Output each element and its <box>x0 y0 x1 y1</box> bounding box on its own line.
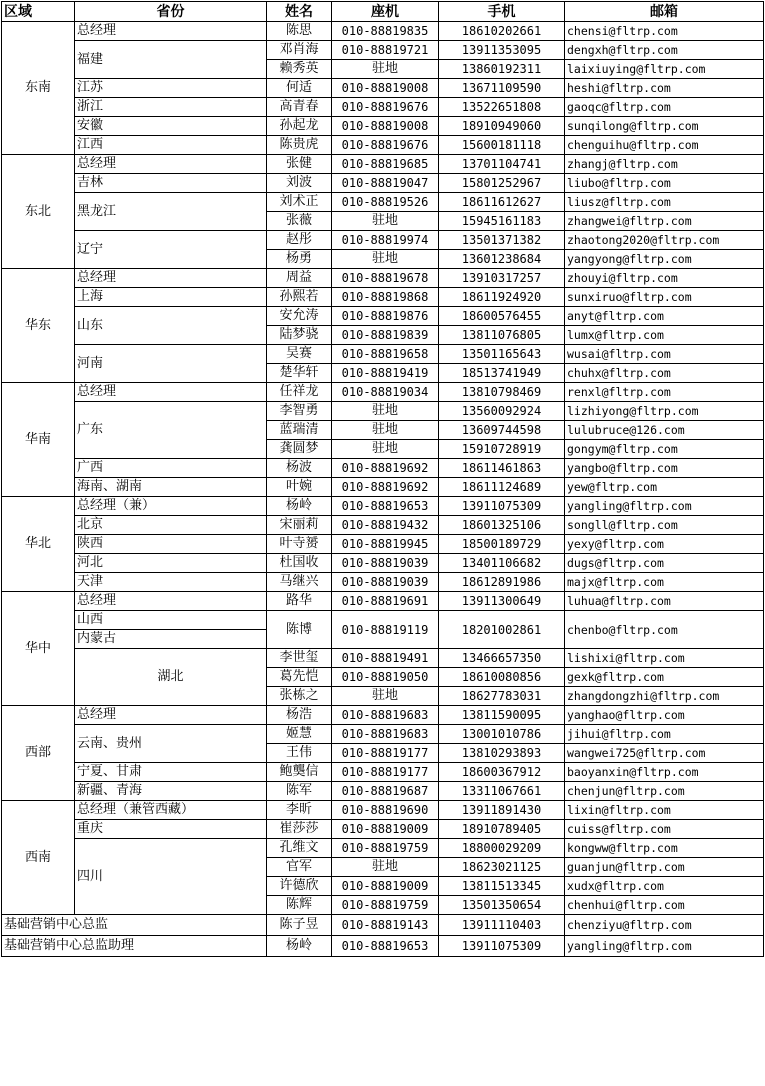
email-cell[interactable]: lulubruce@126.com <box>565 421 764 440</box>
landline-cell: 010-88819690 <box>332 801 439 820</box>
province-cell: 黑龙江 <box>75 193 267 231</box>
landline-cell: 010-88819839 <box>332 326 439 345</box>
email-cell[interactable]: dengxh@fltrp.com <box>565 41 764 60</box>
table-row <box>2 22 764 41</box>
email-cell[interactable]: jihui@fltrp.com <box>565 725 764 744</box>
landline-cell: 010-88819974 <box>332 231 439 250</box>
name-cell: 赵彤 <box>267 231 332 250</box>
landline-cell: 010-88819721 <box>332 41 439 60</box>
landline-cell: 010-88819047 <box>332 174 439 193</box>
mobile-cell: 18910789405 <box>439 820 565 839</box>
name-cell: 陈博 <box>267 611 332 649</box>
email-cell[interactable]: zhouyi@fltrp.com <box>565 269 764 288</box>
name-cell: 孙起龙 <box>267 117 332 136</box>
mobile-cell: 13401106682 <box>439 554 565 573</box>
mobile-cell: 15801252967 <box>439 174 565 193</box>
landline-cell: 010-88819692 <box>332 478 439 497</box>
landline-cell: 010-88819491 <box>332 649 439 668</box>
mobile-cell: 18910949060 <box>439 117 565 136</box>
email-cell[interactable]: zhangdongzhi@fltrp.com <box>565 687 764 706</box>
email-cell[interactable]: chuhx@fltrp.com <box>565 364 764 383</box>
email-cell[interactable]: gaoqc@fltrp.com <box>565 98 764 117</box>
name-cell: 孔维文 <box>267 839 332 858</box>
header-row <box>2 2 764 22</box>
email-cell[interactable]: lumx@fltrp.com <box>565 326 764 345</box>
table-row <box>2 307 764 326</box>
province-cell: 总经理 <box>75 22 267 41</box>
mobile-cell: 13560092924 <box>439 402 565 421</box>
name-cell: 邓肖海 <box>267 41 332 60</box>
name-cell: 路华 <box>267 592 332 611</box>
title-cell: 基础营销中心总监 <box>2 915 267 936</box>
province-header: 省份 <box>75 2 267 22</box>
name-cell: 马继兴 <box>267 573 332 592</box>
email-header: 邮箱 <box>565 2 764 22</box>
mobile-cell: 13601238684 <box>439 250 565 269</box>
name-cell: 刘术正 <box>267 193 332 212</box>
province-cell: 安徽 <box>75 117 267 136</box>
landline-cell: 驻地 <box>332 687 439 706</box>
table-row <box>2 497 764 516</box>
mobile-header: 手机 <box>439 2 565 22</box>
province-cell: 云南、贵州 <box>75 725 267 763</box>
province-cell: 天津 <box>75 573 267 592</box>
mobile-cell: 13911075309 <box>439 936 565 957</box>
table-row <box>2 269 764 288</box>
email-cell[interactable]: luhua@fltrp.com <box>565 592 764 611</box>
table-row <box>2 345 764 364</box>
landline-cell: 010-88819034 <box>332 383 439 402</box>
table-row <box>2 725 764 744</box>
mobile-cell: 13466657350 <box>439 649 565 668</box>
province-cell: 山西 <box>75 611 267 630</box>
email-cell[interactable]: heshi@fltrp.com <box>565 79 764 98</box>
mobile-cell: 18627783031 <box>439 687 565 706</box>
mobile-cell: 13311067661 <box>439 782 565 801</box>
email-cell[interactable]: liusz@fltrp.com <box>565 193 764 212</box>
landline-cell: 010-88819759 <box>332 839 439 858</box>
table-row <box>2 193 764 212</box>
email-cell[interactable]: zhangj@fltrp.com <box>565 155 764 174</box>
province-cell: 福建 <box>75 41 267 79</box>
table-row <box>2 554 764 573</box>
mobile-cell: 18610080856 <box>439 668 565 687</box>
landline-cell: 010-88819676 <box>332 98 439 117</box>
mobile-cell: 13001010786 <box>439 725 565 744</box>
email-cell[interactable]: yew@fltrp.com <box>565 478 764 497</box>
mobile-cell: 18612891986 <box>439 573 565 592</box>
email-cell[interactable]: yangling@fltrp.com <box>565 497 764 516</box>
name-cell: 孙熙若 <box>267 288 332 307</box>
name-cell: 杨波 <box>267 459 332 478</box>
landline-cell: 010-88819658 <box>332 345 439 364</box>
mobile-cell: 18600576455 <box>439 307 565 326</box>
email-cell[interactable]: yangyong@fltrp.com <box>565 250 764 269</box>
landline-header: 座机 <box>332 2 439 22</box>
province-cell: 江苏 <box>75 79 267 98</box>
name-header: 姓名 <box>267 2 332 22</box>
landline-cell: 010-88819687 <box>332 782 439 801</box>
name-cell: 陈子昱 <box>267 915 332 936</box>
landline-cell: 010-88819691 <box>332 592 439 611</box>
mobile-cell: 13911110403 <box>439 915 565 936</box>
province-cell: 总经理（兼） <box>75 497 267 516</box>
landline-cell: 010-88819119 <box>332 611 439 649</box>
mobile-cell: 18201002861 <box>439 611 565 649</box>
landline-cell: 驻地 <box>332 440 439 459</box>
province-cell: 四川 <box>75 839 267 915</box>
email-cell[interactable]: majx@fltrp.com <box>565 573 764 592</box>
name-cell: 杨浩 <box>267 706 332 725</box>
email-cell[interactable]: yangling@fltrp.com <box>565 936 764 957</box>
landline-cell: 驻地 <box>332 402 439 421</box>
province-cell: 吉林 <box>75 174 267 193</box>
landline-cell: 010-88819678 <box>332 269 439 288</box>
name-cell: 张健 <box>267 155 332 174</box>
name-cell: 姬慧 <box>267 725 332 744</box>
landline-cell: 010-88819143 <box>332 915 439 936</box>
landline-cell: 010-88819692 <box>332 459 439 478</box>
landline-cell: 驻地 <box>332 60 439 79</box>
email-cell[interactable]: kongww@fltrp.com <box>565 839 764 858</box>
mobile-cell: 13910317257 <box>439 269 565 288</box>
mobile-cell: 13811076805 <box>439 326 565 345</box>
name-cell: 宋丽莉 <box>267 516 332 535</box>
mobile-cell: 13609744598 <box>439 421 565 440</box>
email-cell[interactable]: chenbo@fltrp.com <box>565 611 764 649</box>
table-row <box>2 459 764 478</box>
email-cell[interactable]: zhangwei@fltrp.com <box>565 212 764 231</box>
email-cell[interactable]: lixin@fltrp.com <box>565 801 764 820</box>
table-row <box>2 41 764 60</box>
landline-cell: 010-88819685 <box>332 155 439 174</box>
name-cell: 安允涛 <box>267 307 332 326</box>
mobile-cell: 13501350654 <box>439 896 565 915</box>
name-cell: 吴赛 <box>267 345 332 364</box>
table-row <box>2 936 764 957</box>
name-cell: 何适 <box>267 79 332 98</box>
province-cell: 广西 <box>75 459 267 478</box>
name-cell: 杨勇 <box>267 250 332 269</box>
landline-cell: 驻地 <box>332 858 439 877</box>
landline-cell: 010-88819868 <box>332 288 439 307</box>
name-cell: 许德欣 <box>267 877 332 896</box>
province-cell: 海南、湖南 <box>75 478 267 497</box>
province-cell: 江西 <box>75 136 267 155</box>
name-cell: 王伟 <box>267 744 332 763</box>
province-cell: 内蒙古 <box>75 630 267 649</box>
email-cell[interactable]: guanjun@fltrp.com <box>565 858 764 877</box>
province-cell: 河北 <box>75 554 267 573</box>
landline-cell: 驻地 <box>332 212 439 231</box>
table-row <box>2 288 764 307</box>
province-cell: 新疆、青海 <box>75 782 267 801</box>
name-cell: 杨岭 <box>267 497 332 516</box>
mobile-cell: 18601325106 <box>439 516 565 535</box>
landline-cell: 010-88819008 <box>332 117 439 136</box>
email-cell[interactable]: anyt@fltrp.com <box>565 307 764 326</box>
landline-cell: 010-88819177 <box>332 763 439 782</box>
email-cell[interactable]: zhaotong2020@fltrp.com <box>565 231 764 250</box>
mobile-cell: 15945161183 <box>439 212 565 231</box>
table-row <box>2 79 764 98</box>
province-cell: 湖北 <box>75 649 267 706</box>
mobile-cell: 13810798469 <box>439 383 565 402</box>
mobile-cell: 13811590095 <box>439 706 565 725</box>
email-cell[interactable]: yangbo@fltrp.com <box>565 459 764 478</box>
province-cell: 陕西 <box>75 535 267 554</box>
province-cell: 浙江 <box>75 98 267 117</box>
province-cell: 上海 <box>75 288 267 307</box>
mobile-cell: 18611612627 <box>439 193 565 212</box>
mobile-cell: 13810293893 <box>439 744 565 763</box>
email-cell[interactable]: xudx@fltrp.com <box>565 877 764 896</box>
region-cell: 华中 <box>2 592 75 706</box>
email-cell[interactable]: yexy@fltrp.com <box>565 535 764 554</box>
table-row <box>2 763 764 782</box>
email-cell[interactable]: renxl@fltrp.com <box>565 383 764 402</box>
mobile-cell: 13911353095 <box>439 41 565 60</box>
email-cell[interactable]: sunxiruo@fltrp.com <box>565 288 764 307</box>
table-row <box>2 782 764 801</box>
name-cell: 陆梦骁 <box>267 326 332 345</box>
name-cell: 崔莎莎 <box>267 820 332 839</box>
name-cell: 楚华轩 <box>267 364 332 383</box>
mobile-cell: 13701104741 <box>439 155 565 174</box>
email-cell[interactable]: yanghao@fltrp.com <box>565 706 764 725</box>
email-cell[interactable]: sunqilong@fltrp.com <box>565 117 764 136</box>
email-cell[interactable]: chenguihu@fltrp.com <box>565 136 764 155</box>
mobile-cell: 18610202661 <box>439 22 565 41</box>
mobile-cell: 13811513345 <box>439 877 565 896</box>
province-cell: 总经理 <box>75 269 267 288</box>
name-cell: 龚圆梦 <box>267 440 332 459</box>
name-cell: 杜国收 <box>267 554 332 573</box>
region-cell: 西南 <box>2 801 75 915</box>
landline-cell: 010-88819177 <box>332 744 439 763</box>
landline-cell: 010-88819945 <box>332 535 439 554</box>
mobile-cell: 13911300649 <box>439 592 565 611</box>
province-cell: 辽宁 <box>75 231 267 269</box>
name-cell: 叶寺赟 <box>267 535 332 554</box>
province-cell: 宁夏、甘肃 <box>75 763 267 782</box>
landline-cell: 010-88819759 <box>332 896 439 915</box>
name-cell: 张栋之 <box>267 687 332 706</box>
table-row <box>2 706 764 725</box>
name-cell: 杨岭 <box>267 936 332 957</box>
province-cell: 总经理 <box>75 706 267 725</box>
email-cell[interactable]: dugs@fltrp.com <box>565 554 764 573</box>
province-cell: 北京 <box>75 516 267 535</box>
table-row <box>2 383 764 402</box>
name-cell: 任祥龙 <box>267 383 332 402</box>
region-cell: 华南 <box>2 383 75 497</box>
table-row <box>2 174 764 193</box>
mobile-cell: 18500189729 <box>439 535 565 554</box>
name-cell: 李智勇 <box>267 402 332 421</box>
province-cell: 重庆 <box>75 820 267 839</box>
email-cell[interactable]: chenziyu@fltrp.com <box>565 915 764 936</box>
table-row <box>2 516 764 535</box>
name-cell: 陈军 <box>267 782 332 801</box>
email-cell[interactable]: chensi@fltrp.com <box>565 22 764 41</box>
name-cell: 蓝瑞清 <box>267 421 332 440</box>
landline-cell: 010-88819653 <box>332 497 439 516</box>
landline-cell: 010-88819683 <box>332 725 439 744</box>
province-cell: 广东 <box>75 402 267 459</box>
email-cell[interactable]: gexk@fltrp.com <box>565 668 764 687</box>
landline-cell: 010-88819050 <box>332 668 439 687</box>
mobile-cell: 15910728919 <box>439 440 565 459</box>
name-cell: 张薇 <box>267 212 332 231</box>
province-cell: 河南 <box>75 345 267 383</box>
mobile-cell: 13911075309 <box>439 497 565 516</box>
table-row <box>2 98 764 117</box>
landline-cell: 010-88819835 <box>332 22 439 41</box>
landline-cell: 010-88819419 <box>332 364 439 383</box>
name-cell: 赖秀英 <box>267 60 332 79</box>
landline-cell: 010-88819039 <box>332 573 439 592</box>
name-cell: 葛先恺 <box>267 668 332 687</box>
landline-cell: 010-88819039 <box>332 554 439 573</box>
email-cell[interactable]: liubo@fltrp.com <box>565 174 764 193</box>
email-cell[interactable]: lishixi@fltrp.com <box>565 649 764 668</box>
mobile-cell: 18611924920 <box>439 288 565 307</box>
region-cell: 西部 <box>2 706 75 801</box>
mobile-cell: 18623021125 <box>439 858 565 877</box>
contact-table <box>1 1 764 957</box>
name-cell: 周益 <box>267 269 332 288</box>
table-row <box>2 611 764 630</box>
table-row <box>2 820 764 839</box>
contact-sheet <box>1 1 764 957</box>
title-cell: 基础营销中心总监助理 <box>2 936 267 957</box>
name-cell: 刘波 <box>267 174 332 193</box>
table-row <box>2 231 764 250</box>
mobile-cell: 15600181118 <box>439 136 565 155</box>
province-cell: 总经理 <box>75 383 267 402</box>
landline-cell: 010-88819008 <box>332 79 439 98</box>
province-cell: 总经理 <box>75 592 267 611</box>
region-cell: 华北 <box>2 497 75 592</box>
name-cell: 陈辉 <box>267 896 332 915</box>
mobile-cell: 18611461863 <box>439 459 565 478</box>
email-cell[interactable]: lizhiyong@fltrp.com <box>565 402 764 421</box>
table-row <box>2 915 764 936</box>
mobile-cell: 18800029209 <box>439 839 565 858</box>
table-row <box>2 478 764 497</box>
region-cell: 东北 <box>2 155 75 269</box>
landline-cell: 010-88819683 <box>332 706 439 725</box>
mobile-cell: 13911891430 <box>439 801 565 820</box>
table-row <box>2 155 764 174</box>
mobile-cell: 13860192311 <box>439 60 565 79</box>
name-cell: 陈思 <box>267 22 332 41</box>
email-cell[interactable]: baoyanxin@fltrp.com <box>565 763 764 782</box>
email-cell[interactable]: gongym@fltrp.com <box>565 440 764 459</box>
name-cell: 李世玺 <box>267 649 332 668</box>
province-cell: 总经理 <box>75 155 267 174</box>
email-cell[interactable]: songll@fltrp.com <box>565 516 764 535</box>
email-cell[interactable]: laixiuying@fltrp.com <box>565 60 764 79</box>
mobile-cell: 18600367912 <box>439 763 565 782</box>
mobile-cell: 13671109590 <box>439 79 565 98</box>
email-cell[interactable]: wusai@fltrp.com <box>565 345 764 364</box>
table-row <box>2 592 764 611</box>
landline-cell: 010-88819653 <box>332 936 439 957</box>
province-cell: 山东 <box>75 307 267 345</box>
mobile-cell: 18513741949 <box>439 364 565 383</box>
name-cell: 高青春 <box>267 98 332 117</box>
mobile-cell: 13522651808 <box>439 98 565 117</box>
province-cell: 总经理（兼管西藏） <box>75 801 267 820</box>
landline-cell: 驻地 <box>332 421 439 440</box>
table-row <box>2 573 764 592</box>
name-cell: 叶婉 <box>267 478 332 497</box>
landline-cell: 010-88819009 <box>332 820 439 839</box>
mobile-cell: 18611124689 <box>439 478 565 497</box>
landline-cell: 010-88819432 <box>332 516 439 535</box>
landline-cell: 010-88819526 <box>332 193 439 212</box>
landline-cell: 010-88819876 <box>332 307 439 326</box>
name-cell: 陈贵虎 <box>267 136 332 155</box>
landline-cell: 010-88819009 <box>332 877 439 896</box>
name-cell: 李昕 <box>267 801 332 820</box>
name-cell: 鲍龑信 <box>267 763 332 782</box>
region-header: 区域 <box>2 2 75 22</box>
region-cell: 东南 <box>2 22 75 155</box>
table-row <box>2 801 764 820</box>
table-row <box>2 649 764 668</box>
region-cell: 华东 <box>2 269 75 383</box>
landline-cell: 010-88819676 <box>332 136 439 155</box>
email-cell[interactable]: chenhui@fltrp.com <box>565 896 764 915</box>
name-cell: 官军 <box>267 858 332 877</box>
landline-cell: 驻地 <box>332 250 439 269</box>
email-cell[interactable]: wangwei725@fltrp.com <box>565 744 764 763</box>
table-row <box>2 117 764 136</box>
mobile-cell: 13501371382 <box>439 231 565 250</box>
email-cell[interactable]: chenjun@fltrp.com <box>565 782 764 801</box>
mobile-cell: 13501165643 <box>439 345 565 364</box>
email-cell[interactable]: cuiss@fltrp.com <box>565 820 764 839</box>
